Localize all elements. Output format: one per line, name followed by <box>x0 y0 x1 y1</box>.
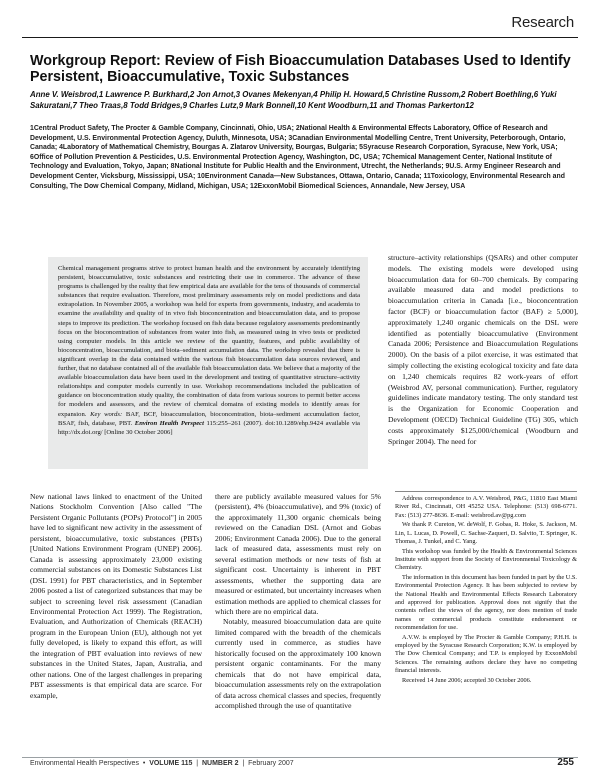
journal-name: Environ Health Perspect <box>134 419 204 427</box>
acknowledgment-note: We thank P. Cureton, W. deWolf, F. Gobas, R. Hoke, S. Jackson, M. Lin, L. Lucas, D. Powell, C. Sachse-Zaqueri, D. Salvito, T. Springer, K. Thomas, J. Tunkel, and C. Yang. <box>395 521 577 545</box>
funding-note: This workshop was funded by the Health & Environmental Sciences Institute with support from the Society of Environmental Toxicology & Chemistry. <box>395 547 577 572</box>
abstract-body: Chemical management programs strive to protect human health and the environment by accurately identifying persistent, bioaccumulative, toxic substances and restricting their use in commerce. The advance of these programs is challenged by the reality that few empirical data are available for the tens of thousands of commercial substances that require evaluation. Therefore, most preliminary assessments rely on model predictions and data extrapolation. In November 2005, a workshop was held for experts from governments, industry, and academia to examine the availability and quality of in vivo fish bioconcentration and bioaccumulation data, and to propose steps to improve its prediction. The workshop focused on fish data because regulatory assessments predominantly focus on the bioconcentration of substances from water into fish, as measured using in vivo tests or predicted using computer models. In this article we review of the quantity, features, and public availability of bioconcentration, bioaccumulation, and biota–sediment accumulation data. The workshop revealed that there is significant overlap in the data contained within the various fish bioaccumulation data sources reviewed, and further, that no database contained all of the available fish bioaccumulation data. We believe that a majority of the available bioaccumulation data have been used in the development and testing of quantitative structure–activity relationships and computer models currently in use. Workshop recommendations included the publication of guidance on bioconcentration study quality, the combination of data from various sources to permit better access for modelers and assessors, and the review of chemical domains of existing models to identify areas for expansion. <box>58 265 360 418</box>
body-column-1: New national laws linked to enactment of the United Nations Stockholm Convention [Also called "The Persistent Organic Pollutants (POPs) Protocol"] in 2005 have led to significant new activity in the assessment of persistent, bioaccumulative, toxic substances (PBTs) [United Nations Environment Program (UNEP) 2006]. Canada is assessing approximately 23,000 existing commercial substances on its Domestic Substances List (DSL 1991) for PBT characteristics, and in September 2006 posted a list of categorized substances that may be subject to screening level risk assessment (Canadian Environmental Protection Act 1999). The Registration, Evaluation, and Authorization of Chemicals (REACH) program in the European Union (EU), although not yet fully developed, is likely to expand this effort, as will the integration of PBT evaluation into reviews of new substances in the United States, Japan, Australia, and other nations. One of the largest challenges in preparing PBT assessments is that empirical data are scarce. For example, <box>30 492 202 700</box>
body-paragraph: Notably, measured bioaccumulation data are quite limited compared with the breadth of the chemicals currently used in commerce, as studies have historically focused on the approximately 100 known persistent organic contaminants. For the many chemicals that do not have empirical data, bioaccumulation assessments rely on the extrapolation of data across chemical classes and species, frequently accomplished through the use of quantitative <box>215 617 381 711</box>
body-column-2 <box>215 492 381 712</box>
keywords: BAF, BCF, bioaccumulation, bioconcentration, biota–sediment accumulation factor, BSAF, fish, database, PBT. <box>58 410 360 427</box>
keywords-label: Key words: <box>90 410 123 418</box>
footer-rule <box>22 757 578 758</box>
body-paragraph: there are publicly available measured values for 5% (persistent), 4% (bioaccumulative), and 9% (toxic) of the approximately 11,300 organic chemicals being reviewed on the Canadian DSL (Arnot and Gobas 2006; Environment Canada 2006). Due to the general lack of measured data, assessments must rely on several estimation methods or new tests of fish at significant cost. Uncertainty is inherent in PBT assessments, whether the supporting data are measured or estimated, but uncertainty increases when estimation methods are applied to chemical classes for which there are no empirical data. <box>215 492 381 616</box>
page-number: 255 <box>557 757 574 768</box>
citation: 115:255–261 (2007). doi:10.1289/ehp.9424 available via http://dx.doi.org/ [Online 30 October 2006] <box>58 419 360 436</box>
competing-interests-note: A.V.W. is employed by The Procter & Gamble Company; P.H.H. is employed by the Syracuse Research Corporation; K.W. is employed by The Dow Chemical Company; and T.P. is employed by ExxonMobil Sciences. The remaining authors declare they have no competing financial interests. <box>395 633 577 674</box>
correspondence-note: Address correspondence to A.V. Weisbrod, P&G, 11810 East Miami River Rd., Cincinnati, OH 45252 USA. Telephone: (513) 698-6771. Fax: (513) 277-8636. E-mail: weisbrod.av@pg.com <box>395 495 577 519</box>
abstract <box>58 264 360 437</box>
footer-journal: Environmental Health Perspectives <box>30 760 139 767</box>
disclaimer-note: The information in this document has been funded in part by the U.S. Environmental Protection Agency. It has been subjected to review by the National Health and Environmental Effects Research Laboratory and approved for publication. Approval does not signify that the contents reflect the views of the agency, nor does mention of trade names or commercial products constitute endorsement or recommendation for use. <box>395 574 577 631</box>
article-title: Workgroup Report: Review of Fish Bioaccumulation Databases Used to Identify Persistent, Bioaccumulative, Toxic Substances <box>30 53 571 85</box>
notes-column <box>395 491 577 687</box>
footer-date: February 2007 <box>248 760 294 767</box>
header-rule <box>22 37 578 38</box>
author-list: Anne V. Weisbrod,1 Lawrence P. Burkhard,2 Jon Arnot,3 Ovanes Mekenyan,4 Philip H. Howard,5 Christine Russom,2 Robert Boethling,6 Yuki Sakuratani,7 Theo Traas,8 Todd Bridges,9 Charles Lutz,9 Mark Bonnell,10 Kent Woodburn,11 and Thomas Parkerton12 <box>30 90 557 110</box>
footer-volume: VOLUME 115 <box>149 760 193 767</box>
footer: Environmental Health Perspectives • VOLUME 115 | NUMBER 2 | February 2007 <box>30 760 294 767</box>
section-label: Research <box>511 14 574 31</box>
footer-number: NUMBER 2 <box>201 760 239 767</box>
affiliations: 1Central Product Safety, The Procter & Gamble Company, Cincinnati, Ohio, USA; 2National Health & Environmental Effects Laboratory, Office of Research and Development, U.S. Environmental Protection Agency, Duluth, Minnesota, USA; 3Canadian Environmental Modelling Centre, Trent University, Peterborough, Ontario, Canada; 4Laboratory of Mathematical Chemistry, Bourgas A. Zlatarov University, Bourgas, Bulgaria; 5Syracuse Research Corporation, Syracuse, New York, USA; 6Office of Pollution Prevention & Pesticides, U.S. Environmental Protection Agency, Washington, DC, USA; 7Chemical Management Center, National Institute of Technology and Evaluation, Tokyo, Japan; 8National Institute for Public Health and the Environment, Utrecht, the Netherlands; 9U.S. Army Engineer Research and Development Center, Vicksburg, Mississippi, USA; 10Environment Canada—New Substances, Ottawa, Ontario, Canada; 11Toxicology, Environmental Research and Consulting, The Dow Chemical Company, Midland, Michigan, USA; 12ExxonMobil Biomedical Sciences, Annandale, New Jersey, USA <box>30 125 566 190</box>
received-note: Received 14 June 2006; accepted 30 October 2006. <box>402 676 532 684</box>
notes-rule <box>395 491 577 492</box>
body-text-right-top: structure–activity relationships (QSARs) and other computer models. The existing models were developed using bioaccumulation data for 60–700 chemicals. By comparing available measured data and model predictions to bioaccumulation criteria in Canada [i.e., bioconcentration factor (BCF) or bioaccumulation factor (BAF) ≥ 5,000], approximately 1,240 organic chemicals on the DSL were identified as potentially bioaccumulative (Environment Canada 2006; Persistence and Bioaccumulation Regulations 2000). On the basis of a pilot exercise, it was estimated that simply collecting the existing ecological toxicity and fate data on 1,240 chemicals requires 82 work-years of effort (Weisbrod AV, personal communication). Further, regulatory guidelines indicate mandatory testing. The only standard test is the Organization for Economic Cooperation and Development (OECD) Technical Guideline (TG) 305, which costs approximately $125,000/chemical (Woodburn and Springer 2004). The need for <box>388 253 578 446</box>
